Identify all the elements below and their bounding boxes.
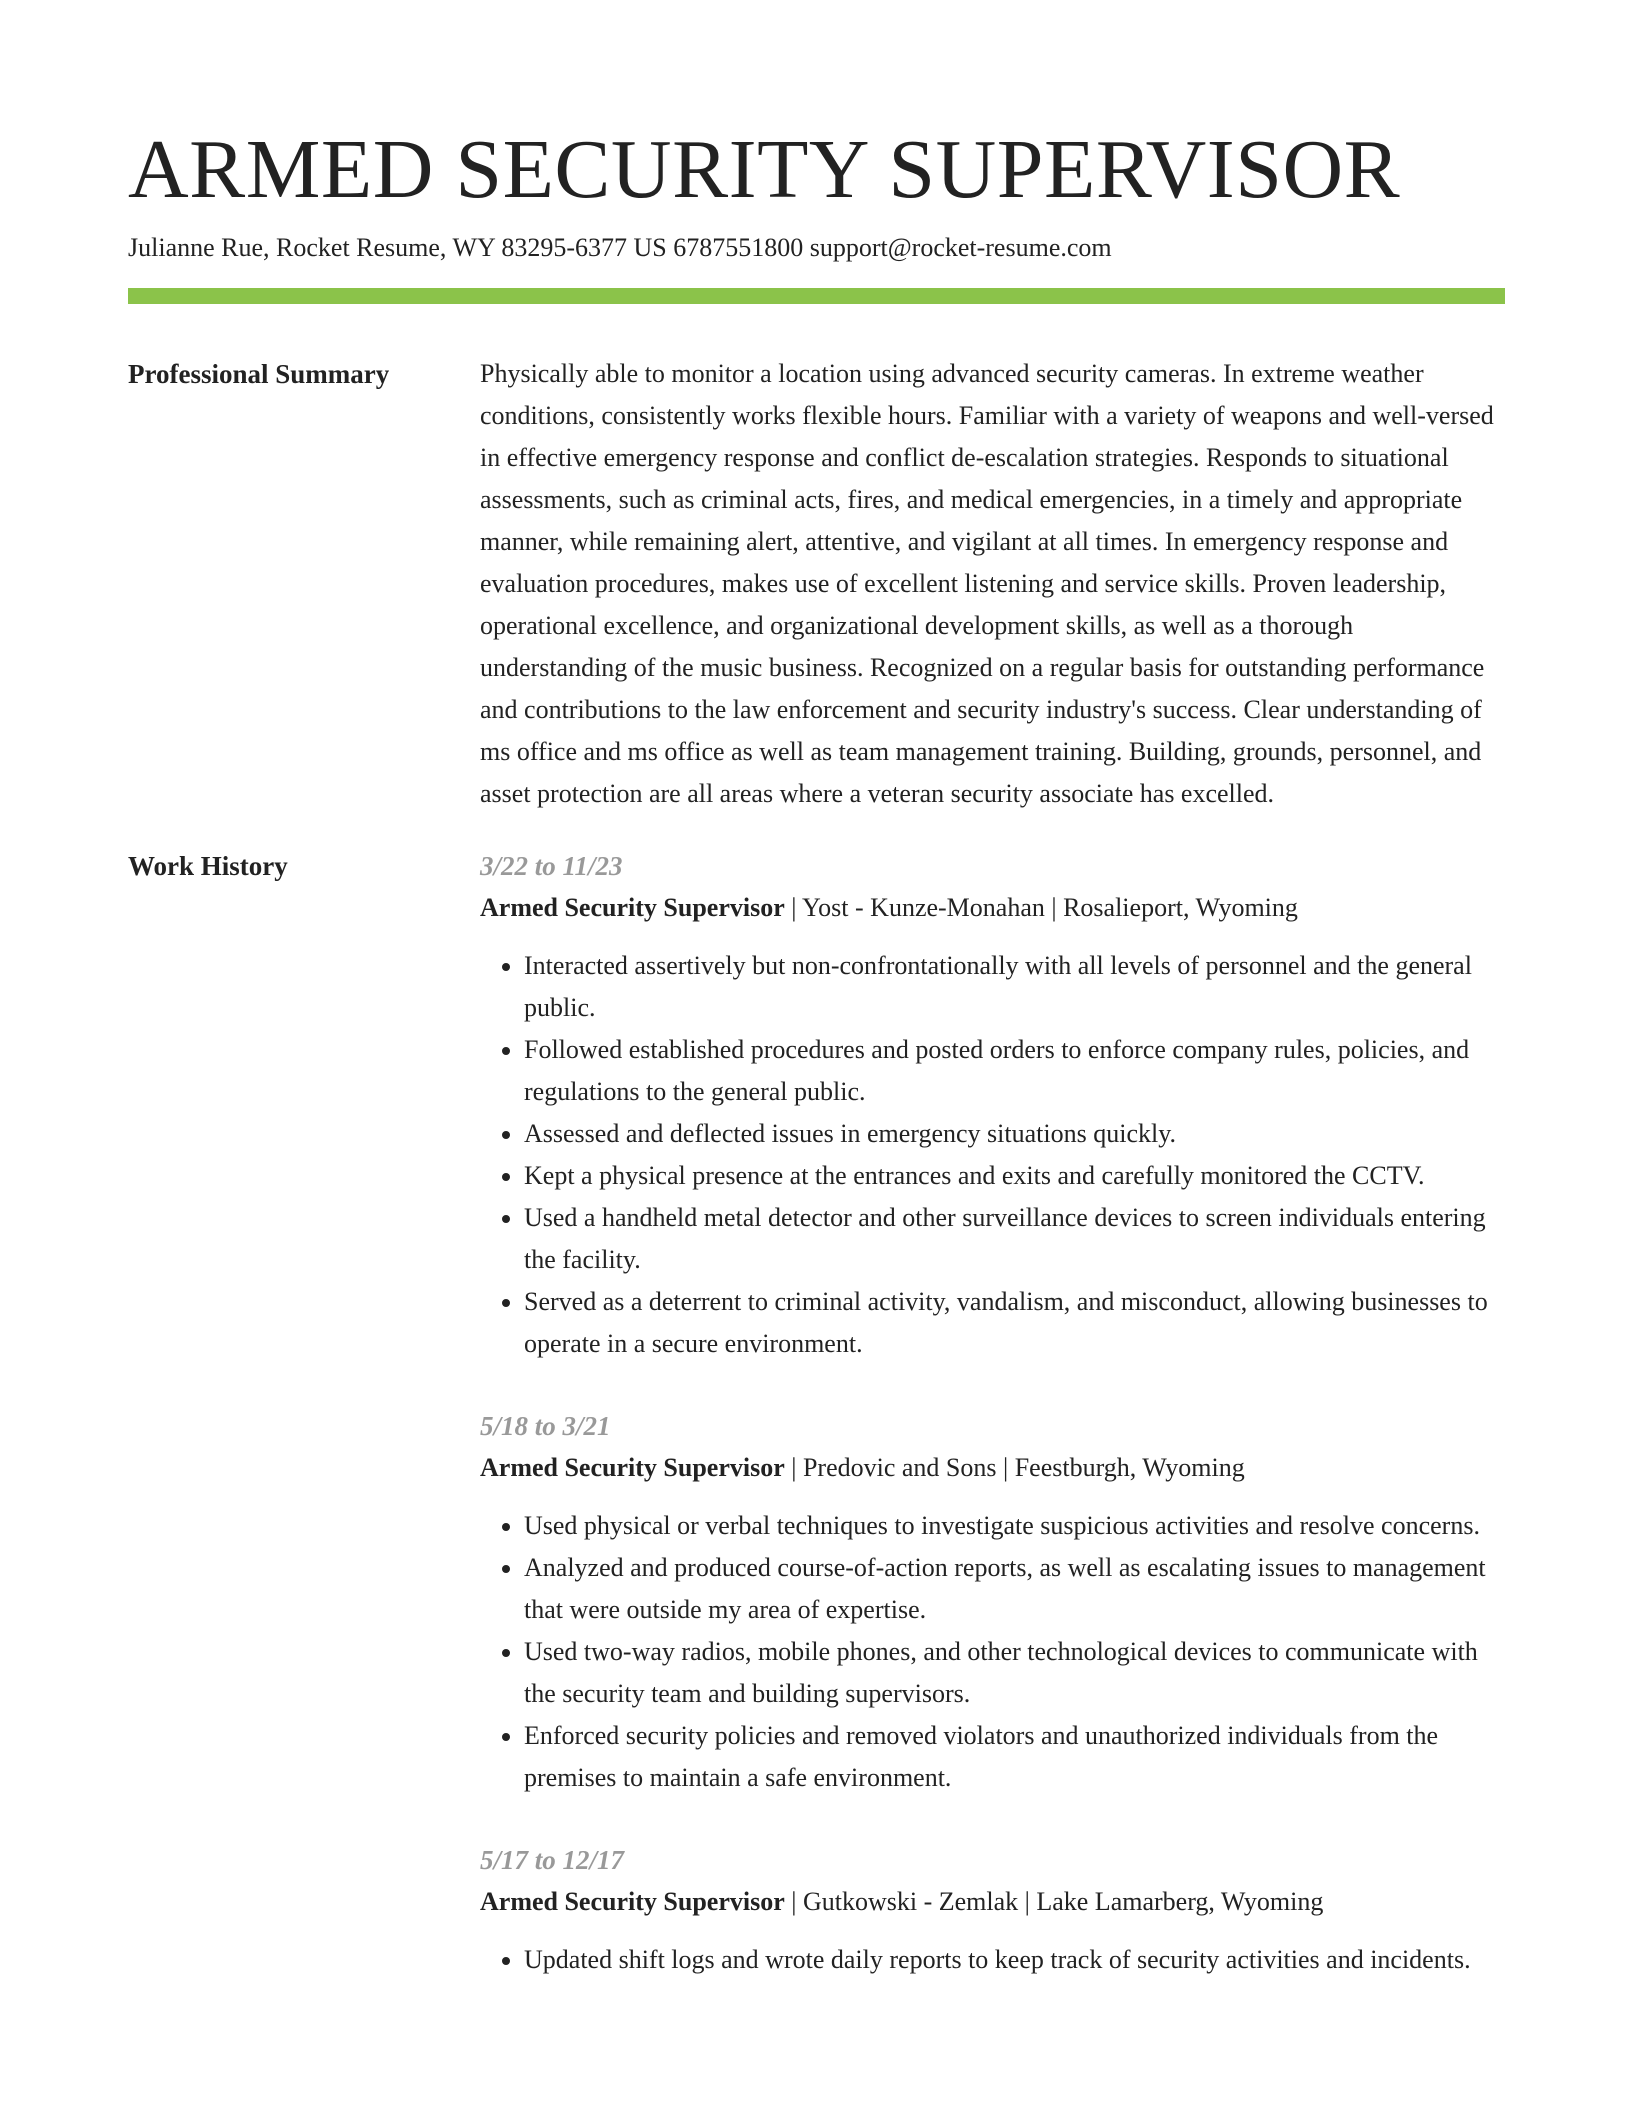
accent-divider <box>128 288 1505 304</box>
job-entry <box>480 845 1505 1365</box>
bullet-item: • Assessed and deflected issues in emergency situations quickly. <box>524 1113 1505 1155</box>
job-title: Armed Security Supervisor <box>480 1453 785 1482</box>
job-dates: 5/17 to 12/17 <box>480 1845 625 1875</box>
job-title: Armed Security Supervisor <box>480 1887 785 1916</box>
job-heading <box>480 1447 1505 1489</box>
bullet-item: • Enforced security policies and removed violators and unauthorized individuals from the premises to maintain a safe environment. <box>524 1715 1505 1799</box>
bullet-item: • Used physical or verbal techniques to investigate suspicious activities and resolve concerns. <box>524 1505 1505 1547</box>
bullet-item: • Followed established procedures and posted orders to enforce company rules, policies, and regulations to the general public. <box>524 1029 1505 1113</box>
job-details: | Predovic and Sons | Feestburgh, Wyoming <box>784 1453 1245 1482</box>
job-bullets <box>480 1505 1505 1799</box>
bullet-item: • Used a handheld metal detector and other surveillance devices to screen individuals entering the facility. <box>524 1197 1505 1281</box>
job-dates: 3/22 to 11/23 <box>480 851 623 881</box>
bullet-item: • Analyzed and produced course-of-action reports, as well as escalating issues to management that were outside my area of expertise. <box>524 1547 1505 1631</box>
job-details: | Yost - Kunze-Monahan | Rosalieport, Wyoming <box>784 893 1298 922</box>
section-heading: Professional Summary <box>128 359 390 389</box>
resume-title: ARMED SECURITY SUPERVISOR <box>128 123 1401 216</box>
work-history-section <box>128 845 1505 2021</box>
job-bullets <box>480 945 1505 1365</box>
summary-text: Physically able to monitor a location using advanced security cameras. In extreme weather conditions, consistently works flexible hours. Familiar with a variety of weapons and well-versed in effective emergency response and conflict de-escalation strategies. Responds to situational assessments, such as criminal acts, fires, and medical emergencies, in a timely and appropriate manner, while remaining alert, attentive, and vigilant at all times. In emergency response and evaluation procedures, makes use of excellent listening and service skills. Proven leadership, operational excellence, and organizational development skills, as well as a thorough understanding of the music business. Recognized on a regular basis for outstanding performance and contributions to the law enforcement and security industry's success. Clear understanding of ms office and ms office as well as team management training. Building, grounds, personnel, and asset protection are all areas where a veteran security associate has excelled. <box>480 359 1494 808</box>
bullet-item: • Updated shift logs and wrote daily reports to keep track of security activities and incidents. <box>524 1939 1505 1981</box>
job-heading <box>480 1881 1505 1923</box>
contact-line: Julianne Rue, Rocket Resume, WY 83295-6377 US 6787551800 support@rocket-resume.com <box>128 233 1112 262</box>
section-heading: Work History <box>128 851 288 881</box>
job-dates: 5/18 to 3/21 <box>480 1411 611 1441</box>
bullet-item: • Served as a deterrent to criminal activity, vandalism, and misconduct, allowing businesses to operate in a secure environment. <box>524 1281 1505 1365</box>
job-title: Armed Security Supervisor <box>480 893 785 922</box>
job-entry <box>480 1839 1505 1981</box>
job-entry <box>480 1405 1505 1799</box>
bullet-item: • Kept a physical presence at the entrances and exits and carefully monitored the CCTV. <box>524 1155 1505 1197</box>
resume-page <box>128 120 1505 2021</box>
bullet-item: • Interacted assertively but non-confrontationally with all levels of personnel and the general public. <box>524 945 1505 1029</box>
job-bullets <box>480 1939 1505 1981</box>
job-heading <box>480 887 1505 929</box>
work-history-list <box>480 845 1505 2021</box>
job-details: | Gutkowski - Zemlak | Lake Lamarberg, Wyoming <box>784 1887 1324 1916</box>
professional-summary-section <box>128 353 1505 815</box>
bullet-item: • Used two-way radios, mobile phones, and other technological devices to communicate with the security team and building supervisors. <box>524 1631 1505 1715</box>
